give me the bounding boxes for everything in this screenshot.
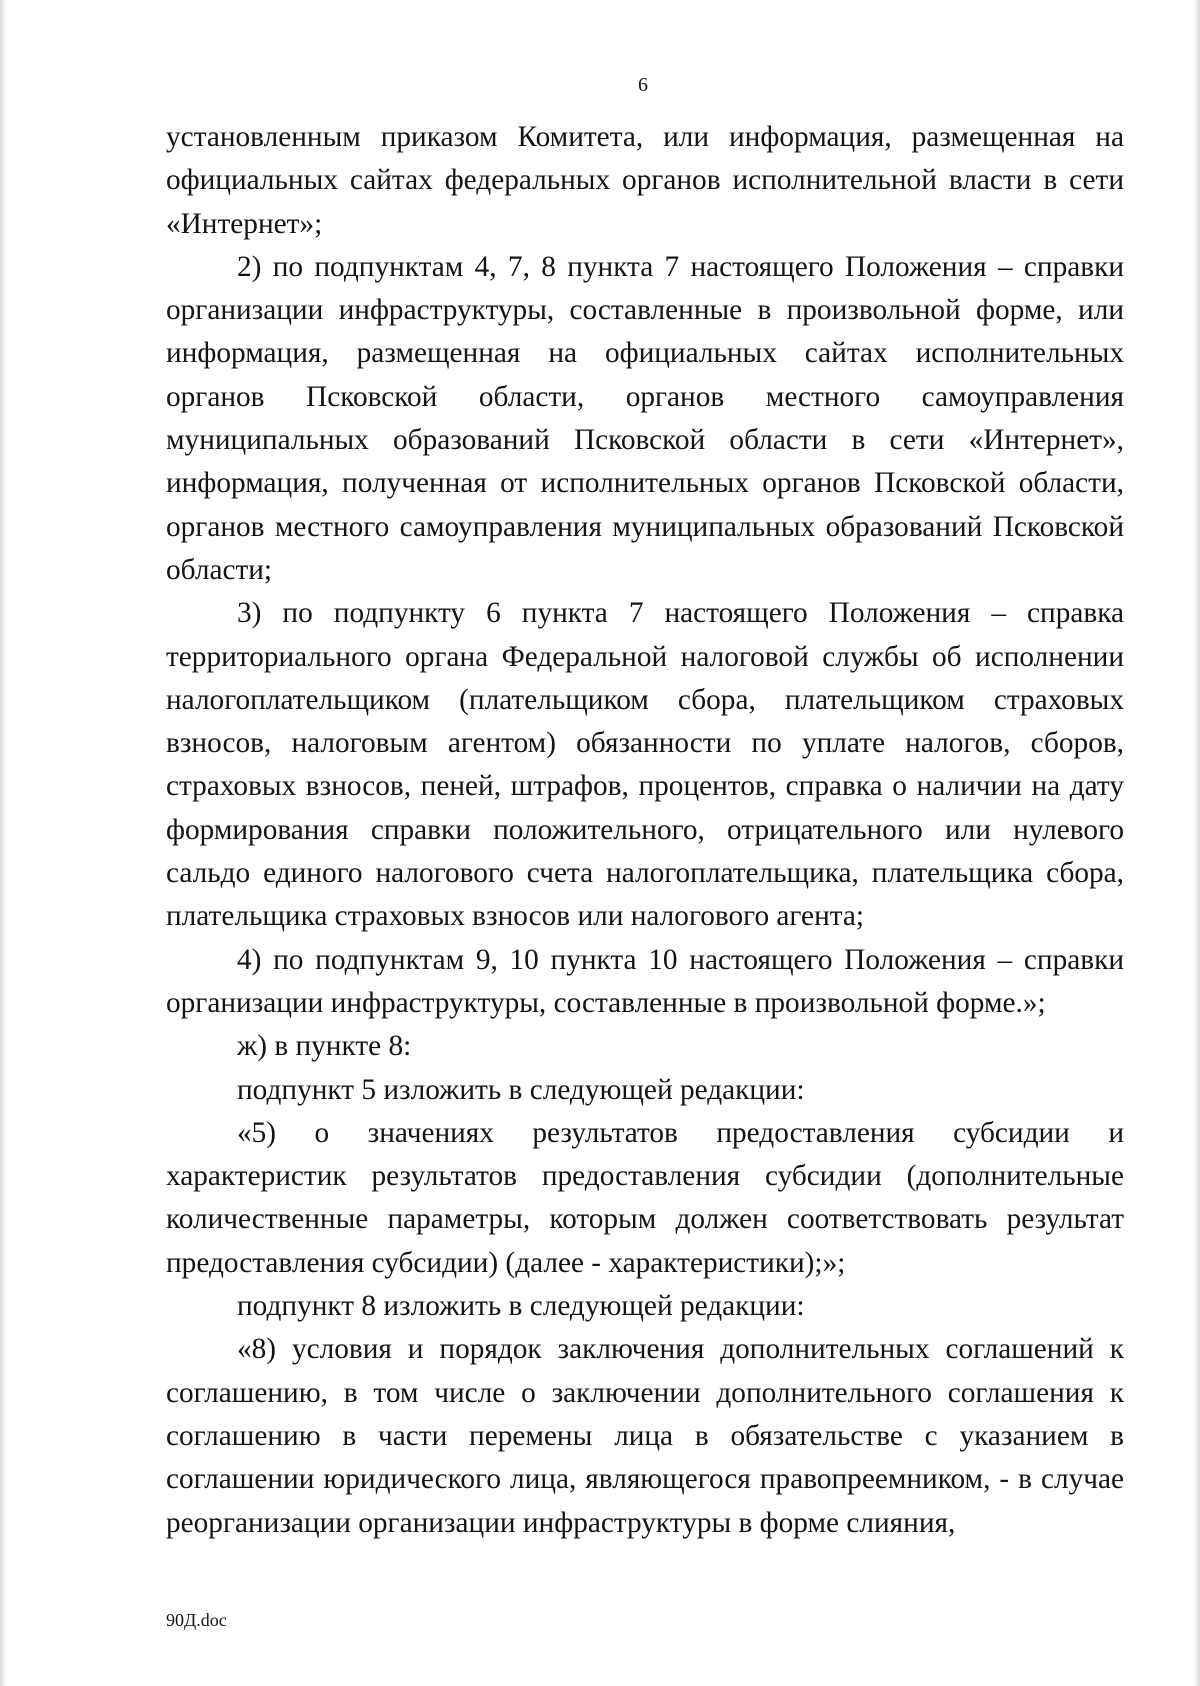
paragraph-clause-zh: ж) в пункте 8: <box>237 1030 412 1063</box>
page-number: 6 <box>638 74 648 96</box>
paragraph-item-3: 3) по подпункту 6 пункта 7 настоящего Положения – справка территориального органа Федеральной налоговой службы об исполнении налогоплательщиком (плательщиком сбора, плательщиком страховых взносов, налоговым агентом) обязанности по уплате налогов, сборов, страховых взносов, пеней, штрафов, процентов, справка о наличии на дату формирования справки положительного, отрицательного или нулевого сальдо единого налогового счета налогоплательщика, плательщика сбора, плательщика страховых взносов или налогового агента; <box>166 597 1124 933</box>
paragraph-item-2: 2) по подпунктам 4, 7, 8 пункта 7 настоящего Положения – справки организации инфраструктуры, составленные в произвольной форме, или информация, размещенная на официальных сайтах исполнительных органов Псковской области, органов местного самоуправления муниципальных образований Псковской области в сети «Интернет», информация, полученная от исполнительных органов Псковской области, органов местного самоуправления муниципальных образований Псковской области; <box>166 250 1124 586</box>
paragraph-continuation: установленным приказом Комитета, или информация, размещенная на официальных сайтах федеральных органов исполнительной власти в сети «Интернет»; <box>166 121 1124 240</box>
paragraph-item-4: 4) по подпунктам 9, 10 пункта 10 настоящего Положения – справки организации инфраструктуры, составленные в произвольной форме.»; <box>166 943 1124 1019</box>
paragraph-subpoint-5-text: «5) о значениях результатов предоставления субсидии и характеристик результатов предоставления субсидии (дополнительные количественные параметры, которым должен соответствовать результат предоставления субсидии) (далее - характеристики);»; <box>166 1116 1124 1279</box>
scan-edge-left <box>0 0 8 1686</box>
paragraph-subpoint-5-intro: подпункт 5 изложить в следующей редакции: <box>237 1073 805 1106</box>
document-body <box>166 116 1124 1545</box>
paragraph-subpoint-8-text: «8) условия и порядок заключения дополнительных соглашений к соглашению, в том числе о заключении дополнительного соглашения к соглашению в части перемены лица в обязательстве с указанием в соглашении юридического лица, являющегося правопреемником, - в случае реорганизации организации инфраструктуры в форме слияния, <box>166 1333 1124 1539</box>
paragraph-subpoint-8-intro: подпункт 8 изложить в следующей редакции: <box>237 1290 805 1323</box>
scan-edge-right <box>1192 0 1200 1686</box>
footer-file-code: 90Д.doc <box>166 1610 227 1630</box>
